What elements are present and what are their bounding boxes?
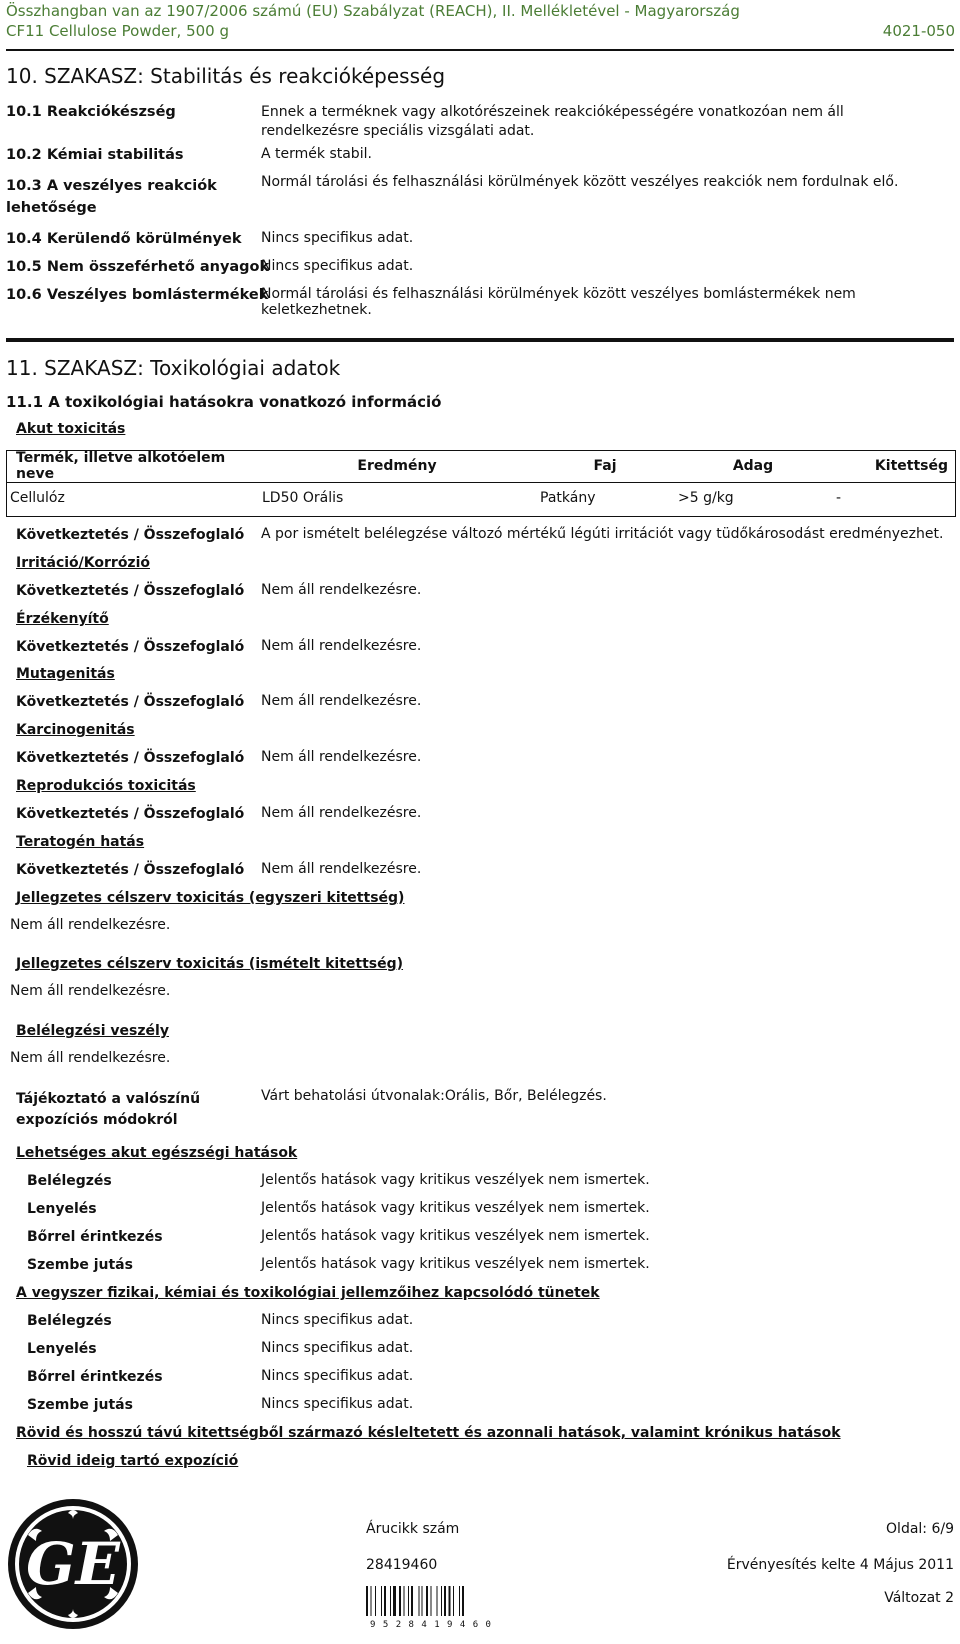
health-ingestion-label: Lenyelés <box>27 1201 97 1217</box>
stot-repeated-heading: Jellegzetes célszerv toxicitás (ismételt kitettség) <box>16 956 404 972</box>
health-inhalation-value: Jelentős hatások vagy kritikus veszélyek nem ismertek. <box>261 1172 650 1188</box>
article-number-label: Árucikk szám <box>366 1521 460 1537</box>
conclusion-label: Következtetés / Összefoglaló <box>16 694 245 710</box>
col-header-dose: Adag <box>674 450 832 483</box>
s10-2-value: A termék stabil. <box>261 146 372 162</box>
exposure-routes-label: Tájékoztató a valószínű expozíciós módokról <box>16 1091 201 1128</box>
symptoms-inhalation-label: Belélegzés <box>27 1313 112 1329</box>
col-header-result: Eredmény <box>258 450 536 483</box>
cell-species: Patkány <box>540 490 596 506</box>
barcode-icon <box>366 1586 496 1616</box>
aspiration-value: Nem áll rendelkezésre. <box>10 1050 171 1066</box>
s10-3-label: 10.3 A veszélyes reakciók lehetősége <box>6 178 217 216</box>
ge-logo-text: GE <box>26 1530 120 1598</box>
table-header-row <box>6 450 956 483</box>
s10-5-value: Nincs specifikus adat. <box>261 258 414 274</box>
ge-monogram-icon <box>6 1497 140 1631</box>
table-row <box>6 483 956 514</box>
teratogenic-value: Nem áll rendelkezésre. <box>261 861 422 877</box>
symptoms-eye-label: Szembe jutás <box>27 1397 133 1413</box>
symptoms-eye-value: Nincs specifikus adat. <box>261 1396 414 1412</box>
s10-3-value: Normál tárolási és felhasználási körülmények között veszélyes reakciók nem fordulnak elő. <box>261 174 899 190</box>
section-11-1-subtitle: 11.1 A toxikológiai hatásokra vonatkozó információ <box>6 393 442 411</box>
mutagenicity-value: Nem áll rendelkezésre. <box>261 693 422 709</box>
col-header-exposure: Kitettség <box>832 450 956 483</box>
symptoms-skin-label: Bőrrel érintkezés <box>27 1369 163 1385</box>
delayed-effects-heading: Rövid és hosszú távú kitettségből származó késleltetett és azonnali hatások, valamint krónikus hatások <box>16 1425 841 1441</box>
conclusion-label: Következtetés / Összefoglaló <box>16 862 245 878</box>
s10-1-value: Ennek a terméknek vagy alkotórészeinek reakcióképességére vonatkozóan nem áll rendelkezésre speciális vizsgálati adat. <box>261 104 844 139</box>
health-skin-label: Bőrrel érintkezés <box>27 1229 163 1245</box>
conclusion-label: Következtetés / Összefoglaló <box>16 583 245 599</box>
cell-result: LD50 Orális <box>262 490 344 506</box>
teratogenic-heading: Teratogén hatás <box>16 834 145 850</box>
s10-2-label: 10.2 Kémiai stabilitás <box>6 147 184 163</box>
carcinogenicity-value: Nem áll rendelkezésre. <box>261 749 422 765</box>
cell-dose: >5 g/kg <box>678 490 734 506</box>
irritation-heading: Irritáció/Korrózió <box>16 555 150 571</box>
health-inhalation-label: Belélegzés <box>27 1173 112 1189</box>
irritation-value: Nem áll rendelkezésre. <box>261 582 422 598</box>
reproductive-heading: Reprodukciós toxicitás <box>16 778 196 794</box>
cell-name: Cellulóz <box>10 490 65 506</box>
acute-toxicity-heading: Akut toxicitás <box>16 421 126 437</box>
short-term-exposure-heading: Rövid ideig tartó expozíció <box>27 1453 239 1469</box>
page-number: Oldal: 6/9 <box>886 1521 954 1537</box>
conclusion-label: Következtetés / Összefoglaló <box>16 639 245 655</box>
sensitization-heading: Érzékenyítő <box>16 611 109 627</box>
col-header-name: Termék, illetve alkotóelem neve <box>6 450 258 483</box>
header-product: CF11 Cellulose Powder, 500 g <box>6 22 229 40</box>
health-skin-value: Jelentős hatások vagy kritikus veszélyek nem ismertek. <box>261 1228 650 1244</box>
health-eye-value: Jelentős hatások vagy kritikus veszélyek nem ismertek. <box>261 1256 650 1272</box>
header-product-code: 4021-050 <box>882 22 955 40</box>
carcinogenicity-heading: Karcinogenitás <box>16 722 135 738</box>
stot-single-value: Nem áll rendelkezésre. <box>10 917 171 933</box>
health-effects-heading: Lehetséges akut egészségi hatások <box>16 1145 298 1161</box>
exposure-routes-value: Várt behatolási útvonalak:Orális, Bőr, Belélegzés. <box>261 1088 607 1104</box>
aspiration-heading: Belélegzési veszély <box>16 1023 169 1039</box>
reproductive-value: Nem áll rendelkezésre. <box>261 805 422 821</box>
header-divider <box>6 49 954 51</box>
ge-logo <box>6 1497 140 1631</box>
cell-exposure: - <box>836 490 842 506</box>
symptoms-heading: A vegyszer fizikai, kémiai és toxikológiai jellemzőihez kapcsolódó tünetek <box>16 1285 600 1301</box>
section-11-title: 11. SZAKASZ: Toxikológiai adatok <box>6 356 341 380</box>
conclusion-label: Következtetés / Összefoglaló <box>16 806 245 822</box>
symptoms-inhalation-value: Nincs specifikus adat. <box>261 1312 414 1328</box>
symptoms-ingestion-label: Lenyelés <box>27 1341 97 1357</box>
acute-conclusion-value: A por ismételt belélegzése változó mértékű légúti irritációt vagy tüdőkárosodást eredményezhet. <box>261 526 944 542</box>
s10-4-label: 10.4 Kerülendő körülmények <box>6 231 242 247</box>
validation-date: Érvényesítés kelte 4 Május 2011 <box>726 1557 954 1573</box>
header-regulation: Összhangban van az 1907/2006 számú (EU) Szabályzat (REACH), II. Mellékletével - Magyarország <box>6 2 740 20</box>
stot-repeated-value: Nem áll rendelkezésre. <box>10 983 171 999</box>
acute-conclusion-label: Következtetés / Összefoglaló <box>16 527 245 543</box>
s10-6-label: 10.6 Veszélyes bomlástermékek <box>6 287 269 303</box>
symptoms-skin-value: Nincs specifikus adat. <box>261 1368 414 1384</box>
health-ingestion-value: Jelentős hatások vagy kritikus veszélyek nem ismertek. <box>261 1200 650 1216</box>
article-number-value: 28419460 <box>366 1557 438 1573</box>
version: Változat 2 <box>884 1590 954 1606</box>
s10-6-value: Normál tárolási és felhasználási körülmények között veszélyes bomlástermékek nem keletkezhetnek. <box>261 286 856 318</box>
s10-4-value: Nincs specifikus adat. <box>261 230 414 246</box>
stot-single-heading: Jellegzetes célszerv toxicitás (egyszeri kitettség) <box>16 890 405 906</box>
health-eye-label: Szembe jutás <box>27 1257 133 1273</box>
section-10-title: 10. SZAKASZ: Stabilitás és reakcióképesség <box>6 64 446 88</box>
toxicity-table <box>6 450 956 513</box>
conclusion-label: Következtetés / Összefoglaló <box>16 750 245 766</box>
col-header-species: Faj <box>536 450 674 483</box>
barcode-digits: 9 5 2 8 4 1 9 4 6 0 <box>370 1620 492 1630</box>
section-divider <box>6 338 954 342</box>
sensitization-value: Nem áll rendelkezésre. <box>261 638 422 654</box>
symptoms-ingestion-value: Nincs specifikus adat. <box>261 1340 414 1356</box>
s10-1-label: 10.1 Reakciókészség <box>6 104 176 120</box>
barcode <box>366 1586 496 1630</box>
s10-5-label: 10.5 Nem összeférhető anyagok <box>6 259 270 275</box>
mutagenicity-heading: Mutagenitás <box>16 666 115 682</box>
